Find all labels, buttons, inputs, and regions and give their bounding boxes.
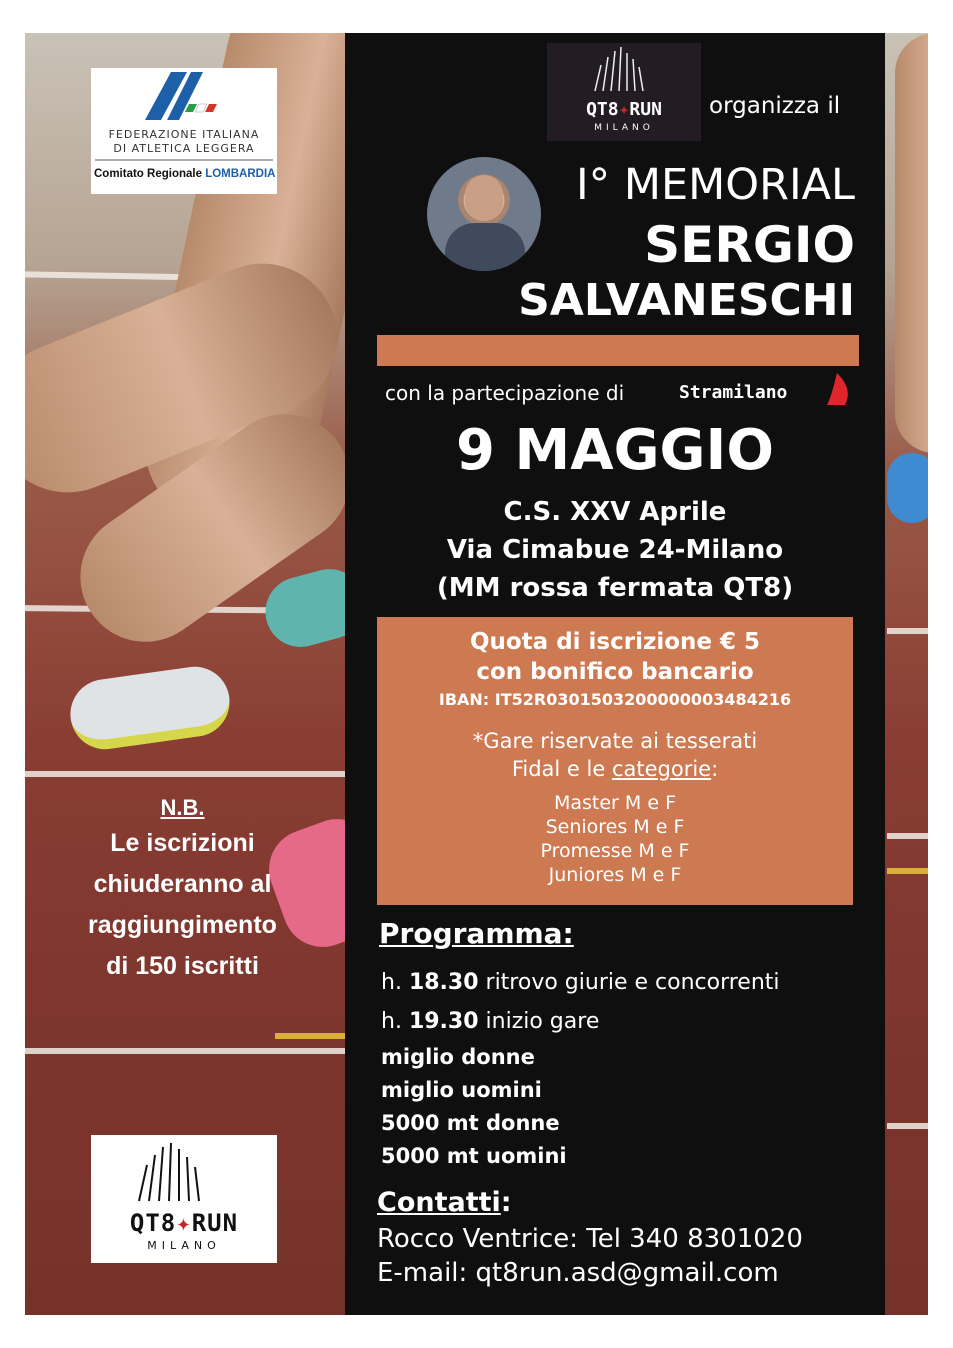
runner-leg	[895, 33, 928, 453]
note-line: di 150 iscritti	[106, 952, 259, 980]
race-item: 5000 mt uomini	[381, 1144, 567, 1168]
organizza-text: organizza il	[709, 93, 841, 119]
iban: IBAN: IT52R0301503200000003484216	[438, 690, 792, 709]
program-prefix: h.	[381, 1009, 409, 1034]
category-item: Seniores M e F	[545, 816, 685, 838]
qt8-name-right: RUN	[191, 1209, 239, 1237]
program-prefix: h.	[381, 970, 409, 995]
fee-amount: Quota di iscrizione € 5	[469, 629, 761, 655]
event-address: Via Cimabue 24-Milano	[446, 535, 784, 565]
contacts-colon: :	[500, 1187, 512, 1218]
qt8-name-left: QT8	[129, 1209, 177, 1237]
eligibility-prefix: Fidal e le	[511, 757, 612, 781]
categorie-link: categorie	[611, 757, 712, 781]
lane-line	[887, 833, 928, 839]
running-shoe	[66, 662, 234, 754]
stramilano-logo: Stramilano	[679, 382, 788, 403]
category-item: Master M e F	[553, 792, 676, 814]
lane-line	[887, 1123, 928, 1129]
qt8-name-right: RUN	[629, 99, 662, 120]
event-date: 9 MAGGIO	[456, 418, 774, 483]
memorial-title: I° MEMORIAL	[576, 160, 855, 210]
note-heading: N.B.	[160, 795, 205, 820]
qt8-name-left: QT8	[586, 99, 619, 120]
qt8-city: MILANO	[147, 1239, 221, 1252]
event-venue: C.S. XXV Aprile	[503, 497, 727, 527]
honoree-last-name: SALVANESCHI	[518, 275, 855, 326]
qt8-wordmark	[91, 1209, 277, 1237]
category-item: Promesse M e F	[540, 840, 690, 862]
eligibility-line1: *Gare riservate ai tesserati	[472, 729, 758, 753]
category-item: Juniores M e F	[548, 864, 682, 886]
qt8-run-logo-header	[547, 43, 701, 141]
program-heading: Programma:	[379, 917, 574, 950]
qt8-wordmark	[547, 99, 701, 120]
accent-bar	[377, 335, 859, 366]
race-item: 5000 mt donne	[381, 1111, 560, 1135]
race-item: miglio donne	[381, 1045, 535, 1069]
contacts-heading-label: Contatti	[377, 1187, 501, 1218]
fidal-comitato	[94, 168, 277, 180]
fidal-comitato-label: Comitato Regionale	[94, 168, 202, 180]
contact-phone: Rocco Ventrice: Tel 340 8301020	[377, 1224, 803, 1254]
program-text: inizio gare	[478, 1009, 600, 1034]
poster	[25, 33, 928, 1315]
qt8-lines-icon	[547, 43, 701, 93]
qt8-city: MILANO	[594, 123, 654, 133]
note-line: raggiungimento	[88, 911, 277, 939]
contact-email: E-mail: qt8run.asd@gmail.com	[377, 1258, 779, 1288]
honoree-first-name: SERGIO	[644, 216, 855, 274]
program-item	[381, 1006, 599, 1038]
race-item: miglio uomini	[381, 1078, 542, 1102]
running-shoe	[887, 453, 928, 523]
stramilano-flame-icon	[823, 371, 853, 409]
fee-payment-method: con bonifico bancario	[476, 659, 754, 685]
fidal-line1: FEDERAZIONE ITALIANA	[108, 128, 260, 141]
registration-box	[377, 617, 853, 905]
fidal-line2: DI ATLETICA LEGGERA	[113, 142, 255, 155]
program-text: ritrovo giurie e concorrenti	[478, 970, 780, 995]
qt8-run-logo	[91, 1135, 277, 1263]
eligibility-line2	[377, 755, 853, 783]
program-time: 18.30	[408, 970, 479, 995]
lane-line	[887, 628, 928, 634]
note-line: chiuderanno al	[93, 870, 272, 898]
partner-intro: con la partecipazione di	[385, 381, 625, 405]
fidal-logo	[91, 68, 277, 194]
lane-line-yellow	[887, 868, 928, 874]
runner-icon: ✦	[176, 1209, 192, 1237]
runner-icon: ✦	[618, 99, 630, 120]
program-item	[381, 967, 780, 999]
fidal-region: LOMBARDIA	[205, 168, 276, 180]
note-line: Le iscrizioni	[110, 829, 255, 857]
event-metro: (MM rossa fermata QT8)	[436, 573, 794, 603]
registration-note	[45, 793, 320, 987]
info-panel	[345, 33, 885, 1315]
program-time: 19.30	[408, 1009, 479, 1034]
eligibility-suffix: :	[711, 757, 719, 781]
race-list	[381, 1041, 567, 1173]
lane-line	[25, 771, 385, 777]
lane-line	[25, 1048, 385, 1054]
qt8-lines-icon	[91, 1135, 277, 1205]
contacts-heading	[377, 1185, 512, 1221]
